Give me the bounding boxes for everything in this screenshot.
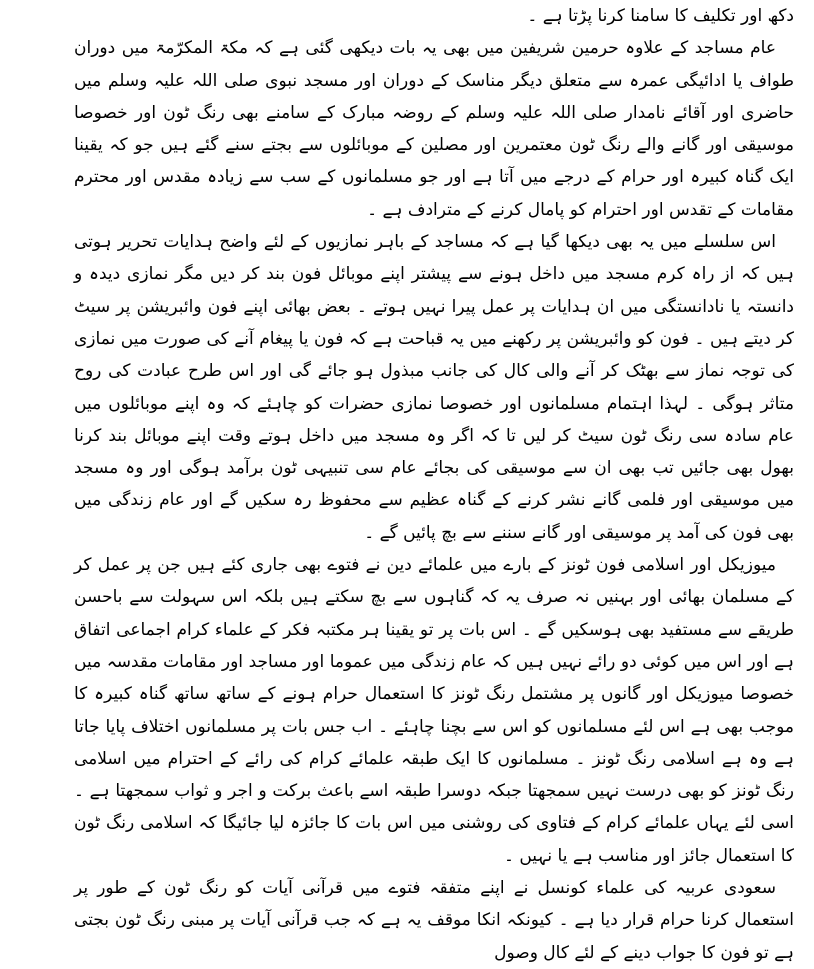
paragraph-mosque-instructions: اس سلسلے میں یہ بھی دیکھا گیا ہے کہ مساجد کے باہر نمازیوں کے لئے واضح ہدایات تحریر ہوتی ہیں کہ از راہ کرم مسجد میں داخل ہونے سے پیشتر اپنے موبائل فون بند کر دیں مگر نمازی دیدہ و دانستہ یا نادانستگی میں ان ہدایات پر عمل پیرا نہیں ہوتے ۔ بعض بھائی اپنے فون وائبریشن پر سیٹ کر دیتے ہیں ۔ فون کو وائبریشن پر رکھنے میں یہ قباحت ہے کہ فون یا پیغام آنے کی صورت میں نمازی کی توجہ نماز سے بھٹک کر آنے والی کال کی جانب مبذول ہو جائے گی اور اس طرح عبادت کی روح متاثر ہوگی ۔ لہذا اہتمام مسلمانوں اور خصوصا نمازی حضرات کو چاہئے کہ وہ اپنے موبائلوں میں عام سادہ سی رنگ ٹون سیٹ کر لیں تا کہ اگر وہ مسجد میں داخل ہوتے وقت اپنے موبائل بند کرنا بھول بھی جائیں تب بھی ان سے موسیقی کی بجائے عام سی تنبیہی ٹون برآمد ہوگی اور وہ مسجد میں موسیقی اور فلمی گانے نشر کرنے کے گناہ عظیم سے محفوظ رہ سکیں گے اور عام زندگی میں بھی فون کی آمد پر موسیقی اور گانے سننے سے بچ پائیں گے ۔ (74, 232, 794, 543)
paragraph-saudi-council: سعودی عربیہ کی علماء کونسل نے اپنے متفقہ فتوے میں قرآنی آیات کو رنگ ٹون کے طور پر استعمال کرنا حرام قرار دیا ہے ۔ کیونکہ انکا موقف یہ ہے کہ جب قرآنی آیات پر مبنی رنگ ٹون بجتی ہے تو فون کا جواب دینے کے لئے کال وصول (74, 878, 794, 963)
document-page (74, 0, 794, 963)
paragraph-opening: دکھ اور تکلیف کا سامنا کرنا پڑتا ہے ۔ (527, 6, 794, 26)
paragraph-fatwas: میوزیکل اور اسلامی فون ٹونز کے بارے میں علمائے دین نے فتوے بھی جاری کئے ہیں جن پر عمل کر کے مسلمان بھائی اور بہنیں نہ صرف یہ کہ گناہوں سے بچ سکتے ہیں بلکہ اس سہولت سے باحسن طریقے سے مستفید بھی ہوسکیں گے ۔ اس بات پر تو یقینا ہر مکتبہ فکر کے علماء کرام اجماعی اتفاق ہے اور اس میں کوئی دو رائے نہیں ہیں کہ عام زندگی میں عموما اور مساجد اور مقامات مقدسہ میں خصوصا میوزیکل اور گانوں پر مشتمل رنگ ٹونز کا استعمال حرام ہونے کے ساتھ ساتھ گناہ کبیرہ کا موجب بھی ہے اس لئے مسلمانوں کو اس سے بچنا چاہئے ۔ اب جس بات پر مسلمانوں اختلاف پایا جاتا ہے وہ ہے اسلامی رنگ ٹونز ۔ مسلمانوں کا ایک طبقہ علمائے کرام کی رائے کے احترام میں اسلامی رنگ ٹونز کو بھی درست نہیں سمجھتا جبکہ دوسرا طبقہ اسے باعث برکت و اجر و ثواب سمجھتا ہے ۔ اسی لئے یہاں علمائے کرام کے فتاوی کی روشنی میں اس بات کا جائزہ لیا جائیگا کہ اسلامی رنگ ٹون کا استعمال جائز اور مناسب ہے یا نہیں ۔ (74, 555, 794, 866)
paragraph-haramain: عام مساجد کے علاوہ حرمین شریفین میں بھی یہ بات دیکھی گئی ہے کہ مکۃ المکرّمۃ میں دوران طواف یا ادائیگی عمرہ سے متعلق دیگر مناسک کے دوران اور مسجد نبوی صلی اللہ علیہ وسلم میں حاضری اور آقائے نامدار صلی اللہ علیہ وسلم کے روضہ مبارک کے سامنے بھی رنگ ٹون اور خصوصا موسیقی اور گانے والے رنگ ٹون معتمرین اور مصلین کے موبائلوں سے بجتے سنے گئے ہیں جو کہ یقینا ایک گناہ کبیرہ اور حرام کے درجے میں آتا ہے اور جو مسلمانوں کے سب سے زیادہ مقدس اور محترم مقامات کے تقدس اور احترام کو پامال کرنے کے مترادف ہے ۔ (74, 38, 794, 220)
